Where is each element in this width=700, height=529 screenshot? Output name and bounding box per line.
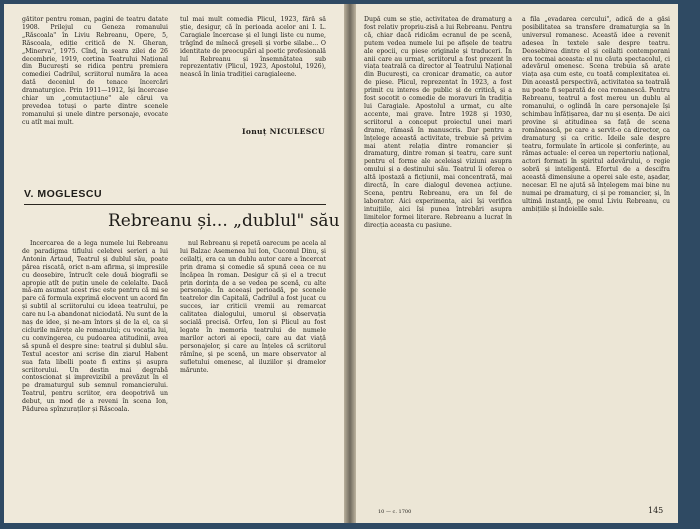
signature-niculescu: Ionuț NICULESCU <box>242 127 325 136</box>
right-column-1: După cum se știe, activitatea de dramaturg a fost relativ propriu-zisă a lui Rebreanu. Pentru că, chiar dacă ridicăm ecranul de pe scenă, putem vedea numele lui pe afișele de teatru ale epocii, cu piese originale și traduceri. În anii care au urmat, scriitorul a fost prezent în viața teatrală ca director al Teatrului Național din București, ca cronicar dramatic, ca autor de piese. Plicul, reprezentat în 1923, a fost primit cu interes de public și de critică, și a fost socotit o comedie de moravuri în tradiția lui Caragiale. Apostolul a urmat, cu alte accente, mai grave. Între 1928 și 1930, scriitorul a conceput proiectul unei mari drame, rămasă în manuscris. Dar pentru a înțelege această activitate, trebuie să privim mai atent relația dintre romancier și dramaturg, dintre roman și teatru, care sunt pentru el forme ale aceleiași viziuni asupra omului și a destinului său. Teatrul îi oferea o altă ipostază a ficțiunii, mai concentrată, mai directă, în care dialogul devenea acțiune. Scena, pentru Rebreanu, era un fel de laborator. Aici experimenta, aici își verifica intuițiile, aici își punea întrebări asupra limitelor formei literare. Rebreanu a lucrat în direcția aceasta cu pasiune. <box>364 16 512 229</box>
page-number-right: 145 <box>648 506 664 515</box>
book-gutter <box>344 4 356 523</box>
right-column-2: a fila „evadarea cercului", adică de a găsi posibilitatea sa transfere dramaturgia sa în universul romanesc. Această idee a revenit adesea în textele sale despre teatru. Deosebirea dintre el și ceilalți contemporani era tocmai aceasta: el nu căuta spectacolul, ci adevărul omenesc. Scena trebuia să arate viața așa cum este, cu toată complexitatea ei. Din această perspectivă, activitatea sa teatrală nu poate fi separată de cea romanescă. Pentru Rebreanu, teatrul a fost mereu un dublu al romanului, o oglindă în care personajele își schimbau înfățișarea, dar nu și esența. De aici provine și atitudinea sa față de scena românească, pe care a servit-o ca director, ca dramaturg și ca critic. Ideile sale despre teatru, formulate în articole și conferințe, au rămas actuale: el cerea un repertoriu național, actori formați în spiritul adevărului, o regie sobră și inteligentă. Efortul de a descifra această dimensiune a operei sale este, așadar, necesar. El ne ajută să înțelegem mai bine nu numai pe dramaturg, ci și pe romancier, și, în ultimă instanță, pe omul Liviu Rebreanu, cu ambițiile și îndoielile sale. <box>522 16 670 213</box>
article-column-1: Încercarea de a lega numele lui Rebreanu de paradigma tiflului celebrei serieri a lui Antonin Artaud, Teatrul și dublul său, poate părea riscată, orict n-am afirma, și impresiile cu deosebire, întrucît cele două biografii se apropie atît de puțin unele de celelalte. Dacă mă-am asumat acest risc este pentru că mi se pare că formula exprimă elocvent un acord fin și subtil al scriitorului cu ideea teatrului, pe care nu l-a abandonat niciodată. Nu sunt de la naș de idee, și ne-am întors și de la el, ca și ciclurile mărețe ale romanului; cu vocația lui, cu convingerea, cu pudoarea atitudinii, avea să spună el despre sine: teatrul și dublul său. Textul acestor ani scrise din ziarul Habent sua fata libelli poate fi extins și asupra scriitorului. Un destin mai degrabă contoscionat și imprevizibil a prevăzut în el pe dramaturgul sub semnul romancierului. Teatrul, pentru scriitor, era deopotrivă un debut, un mod de a reveni în scena Ion, Pădurea spînzuraților și Răscoala. <box>22 240 168 414</box>
left-top-column-2: tul mai mult comedia Plicul, 1923, fără să știe, desigur, că în perioada acelor ani I. L. Caragiale încercase și el lungi liste cu nume, trăgînd de mînecă greșeli și vorbe silabe... O identitate de preocupări al poetic profesională luî Rebreanu și însemnătatea sub reprezentativ (Plicul, 1923, Apostolul, 1926), nească în linia tradiției caragialeene. <box>180 16 326 79</box>
right-page <box>356 4 678 523</box>
left-page <box>4 4 344 523</box>
book-cover-edge <box>678 4 696 523</box>
article-title: Rebreanu și... „dublul" său <box>108 211 340 231</box>
divider-rule <box>24 204 326 205</box>
print-signature: 10 — c. 1700 <box>378 509 412 515</box>
article-column-2: nul Rebreanu și repetă oarecum pe acela al lui Balzac Asemenea lui Ion, Cuconul Dinu, și ceilalți, era ca un dublu autor care a încercat prin drama și comedie să spună ceea ce nu încăpea în roman. Desigur că și el a trecut prin dorința de a se vedea pe scenă, cu alte personaje. În aceeași perioadă, pe scenele teatrelor din Capitală, Cadrilul a fost jucat cu succes, iar criticii vremii au remarcat calitatea dialogului, umorul și observația socială precisă. Orfeu, Ion și Plicul au fost legate în memoria teatrului de numele marilor actori ai epocii, care au dat viață personajelor, și care au înțeles că scriitorul rămîne, și pe scenă, un mare observator al sufletului omenesc, al iluziilor și dramelor mărunte. <box>180 240 326 374</box>
left-top-column-1: gătitor pentru roman, pagini de teatru datate 1908. Prilejul cu Geneza romanului „Răscoala" în Liviu Rebreanu, Opere, 5, Răscoala, ediție critică de N. Gheran, „Minerva", 1975. Cînd, în seara zilei de 26 decembrie, 1919, cortina Teatrului Național din București se ridica pentru premiera comediei Cadrilul, scriitorul număra la acea dată deceniul de tenace încercări dramaturgice. Prin 1911—1912, își încercase chiar un „comutacțiune" ale cărui va prevedea totuși o parte dintre scenele romanului și unele dintre personaje, evocate cu atît mai mult. <box>22 16 168 126</box>
article-author: V. MOGLESCU <box>24 188 103 200</box>
